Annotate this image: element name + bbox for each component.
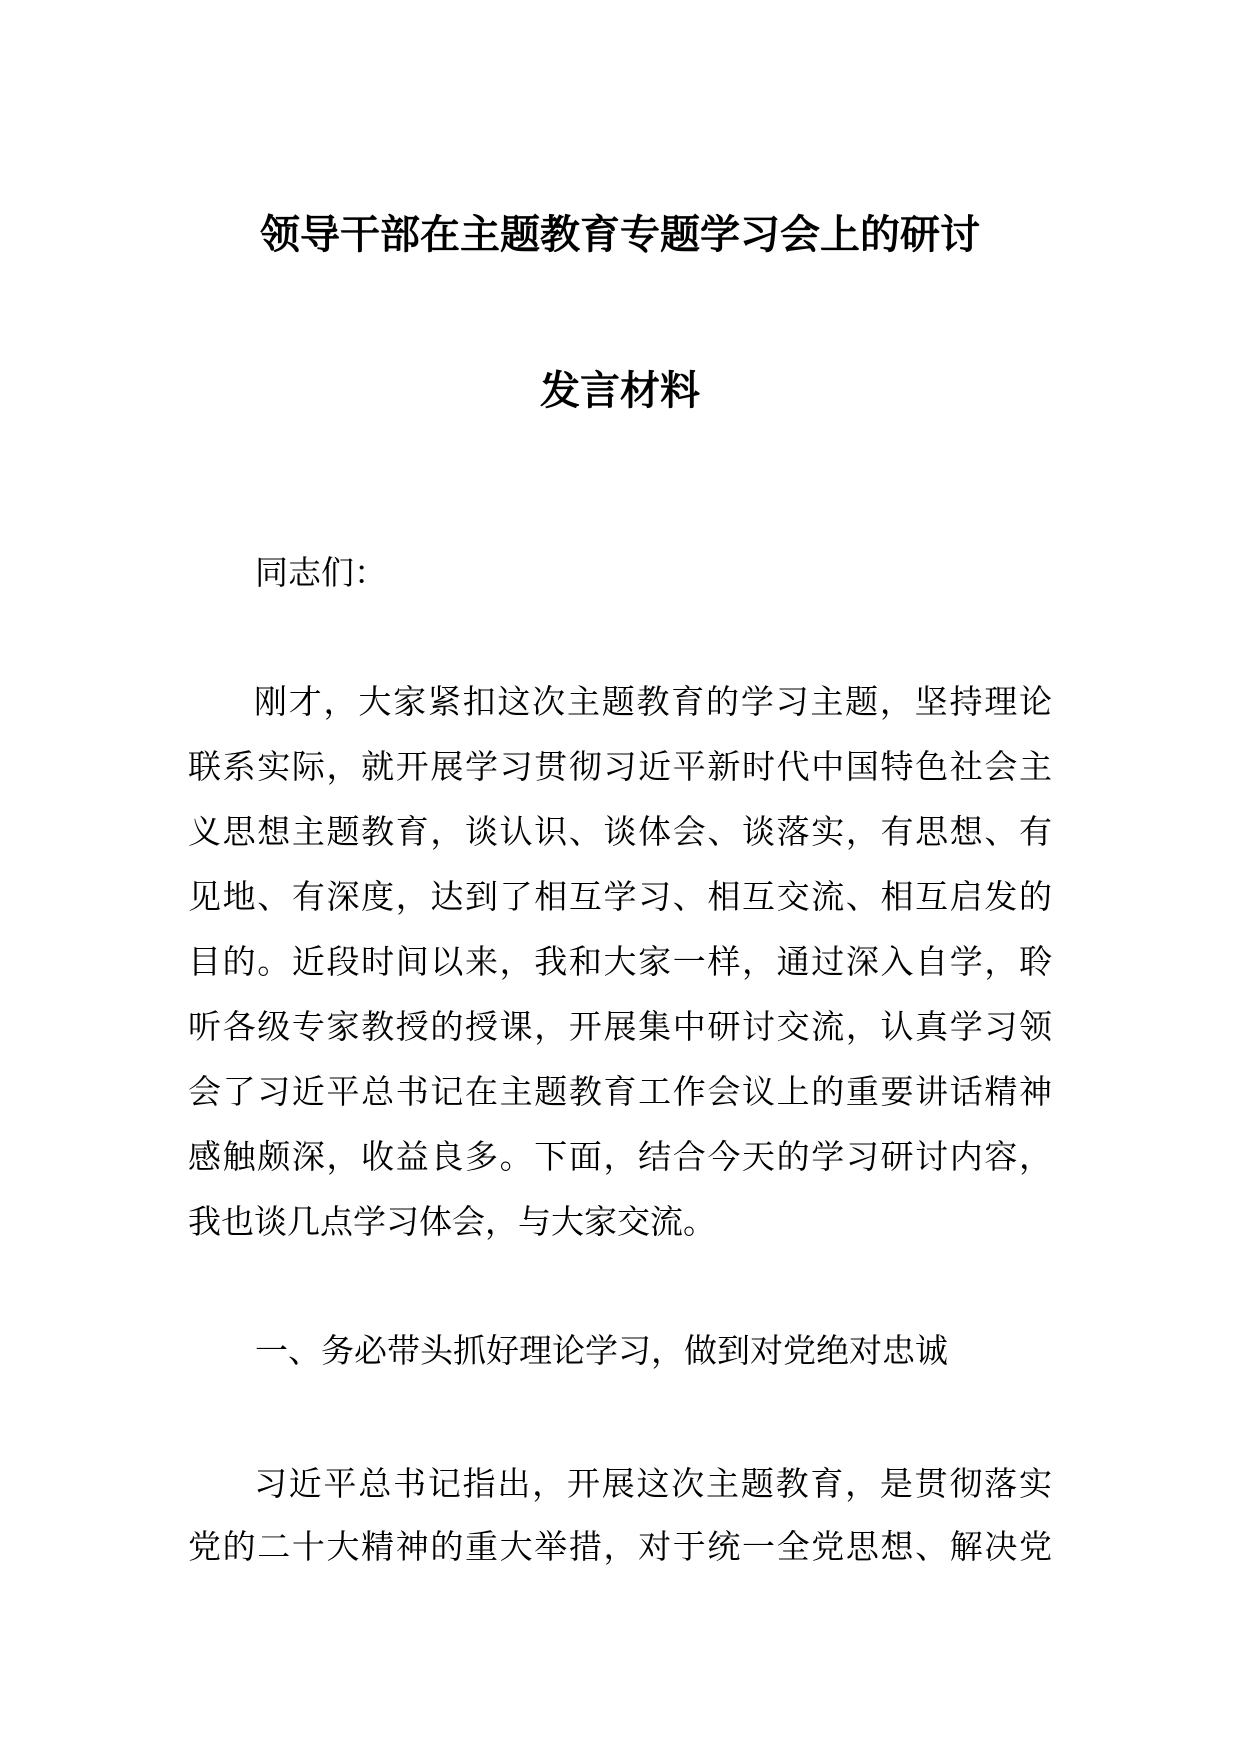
document-title-line-1: 领导干部在主题教育专题学习会上的研讨 xyxy=(260,212,980,258)
paragraph-line: 感触颇深，收益良多。下面，结合今天的学习研讨内容， xyxy=(188,1137,1052,1176)
paragraph-line: 刚才，大家紧扣这次主题教育的学习主题，坚持理论 xyxy=(254,682,1052,721)
salutation: 同志们： xyxy=(255,553,387,592)
document-title-line-2: 发言材料 xyxy=(540,368,700,414)
paragraph-line: 联系实际，就开展学习贯彻习近平新时代中国特色社会主 xyxy=(188,747,1052,786)
paragraph-line: 会了习近平总书记在主题教育工作会议上的重要讲话精神 xyxy=(188,1072,1052,1111)
paragraph-line: 义思想主题教育，谈认识、谈体会、谈落实，有思想、有 xyxy=(188,812,1052,851)
paragraph-line: 我也谈几点学习体会，与大家交流。 xyxy=(188,1202,716,1241)
paragraph-line: 见地、有深度，达到了相互学习、相互交流、相互启发的 xyxy=(188,877,1052,916)
paragraph-line: 习近平总书记指出，开展这次主题教育，是贯彻落实 xyxy=(254,1464,1052,1503)
paragraph-line: 听各级专家教授的授课，开展集中研讨交流，认真学习领 xyxy=(188,1007,1052,1046)
section-heading-1: 一、务必带头抓好理论学习，做到对党绝对忠诚 xyxy=(255,1331,948,1370)
paragraph-line: 目的。近段时间以来，我和大家一样，通过深入自学，聆 xyxy=(188,942,1052,981)
paragraph-line: 党的二十大精神的重大举措，对于统一全党思想、解决党 xyxy=(188,1527,1052,1566)
